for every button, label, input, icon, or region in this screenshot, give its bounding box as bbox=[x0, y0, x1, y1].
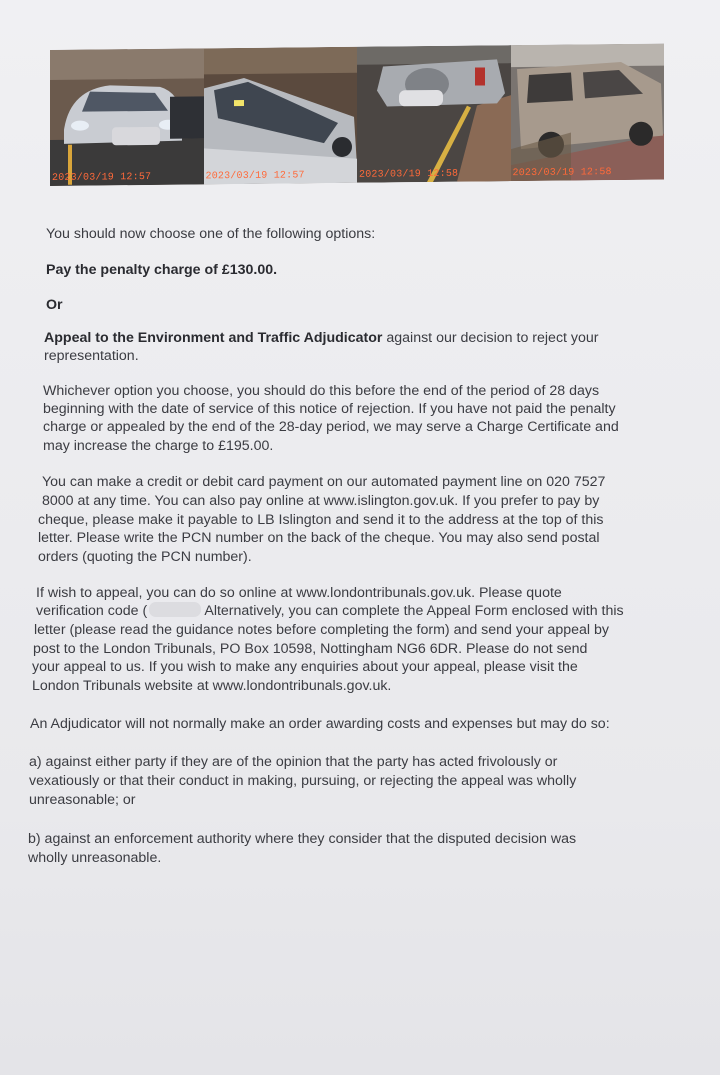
photo-timestamp: 2023/03/19 12:58 bbox=[359, 168, 459, 181]
appeal-alternative: Alternatively, you can complete the Appeal Form enclosed with this bbox=[204, 603, 624, 619]
option-or: Or bbox=[46, 297, 63, 313]
whichever-line-2: beginning with the date of service of this notice of rejection. If you have not paid the penalty bbox=[43, 401, 616, 417]
option-appeal-line-2: representation. bbox=[44, 348, 139, 364]
item-a-line-2: vexatiously or that their conduct in making, pursuing, or rejecting the appeal was wholly bbox=[29, 773, 577, 789]
option-pay: Pay the penalty charge of £130.00. bbox=[46, 262, 278, 278]
payment-line-3: cheque, please make it payable to LB Islington and send it to the address at the top of this bbox=[38, 512, 604, 528]
options-intro: You should now choose one of the following options: bbox=[46, 226, 376, 242]
evidence-photo-2 bbox=[204, 47, 358, 185]
whichever-line-3: charge or appealed by the end of the 28-day period, we may serve a Charge Certificate and bbox=[43, 419, 619, 435]
evidence-photo-3 bbox=[357, 45, 511, 183]
redacted-verification-code bbox=[149, 602, 201, 617]
evidence-photo-strip bbox=[50, 44, 664, 186]
car-photo-icon bbox=[511, 44, 665, 182]
option-appeal-heading: Appeal to the Environment and Traffic Adjudicator bbox=[44, 330, 383, 346]
option-appeal-rest: against our decision to reject your bbox=[382, 330, 599, 346]
evidence-photo-1 bbox=[50, 48, 204, 186]
payment-line-1: You can make a credit or debit card payment on our automated payment line on 020 7527 bbox=[42, 474, 606, 490]
payment-line-2: 8000 at any time. You can also pay online at www.islington.gov.uk. If you prefer to pay by bbox=[42, 493, 600, 509]
photo-timestamp: 2023/03/19 12:57 bbox=[205, 170, 305, 183]
payment-line-4: letter. Please write the PCN number on the back of the cheque. You may also send postal bbox=[38, 530, 600, 546]
appeal-line-6: London Tribunals website at www.londontribunals.gov.uk. bbox=[32, 678, 392, 694]
item-a-line-3: unreasonable; or bbox=[29, 792, 136, 808]
car-photo-icon bbox=[204, 47, 358, 185]
whichever-line-4: may increase the charge to £195.00. bbox=[43, 438, 274, 454]
car-photo-icon bbox=[50, 48, 204, 186]
appeal-line-2 bbox=[36, 602, 624, 620]
whichever-line-1: Whichever option you choose, you should do this before the end of the period of 28 days bbox=[43, 383, 600, 399]
item-a-line-1: a) against either party if they are of the opinion that the party has acted frivolously or bbox=[29, 754, 558, 770]
evidence-photo-4 bbox=[511, 44, 665, 182]
item-b-line-1: b) against an enforcement authority where they consider that the disputed decision was bbox=[28, 831, 577, 847]
appeal-line-5: your appeal to us. If you wish to make any enquiries about your appeal, please visit the bbox=[32, 659, 578, 675]
car-photo-icon bbox=[357, 45, 511, 183]
payment-line-5: orders (quoting the PCN number). bbox=[38, 549, 252, 565]
verification-code-label: verification code ( bbox=[36, 603, 148, 619]
photo-timestamp: 2023/03/19 12:57 bbox=[52, 171, 152, 184]
appeal-line-4: post to the London Tribunals, PO Box 10598, Nottingham NG6 6DR. Please do not send bbox=[33, 641, 588, 657]
item-b-line-2: wholly unreasonable. bbox=[28, 850, 162, 866]
appeal-line-1: If wish to appeal, you can do so online at www.londontribunals.gov.uk. Please quote bbox=[36, 585, 562, 601]
option-appeal-line-1 bbox=[44, 329, 599, 347]
adjudicator-costs: An Adjudicator will not normally make an order awarding costs and expenses but may do so: bbox=[30, 716, 610, 732]
photo-timestamp: 2023/03/19 12:58 bbox=[512, 167, 612, 180]
appeal-line-3: letter (please read the guidance notes before completing the form) and send your appeal by bbox=[34, 622, 609, 638]
